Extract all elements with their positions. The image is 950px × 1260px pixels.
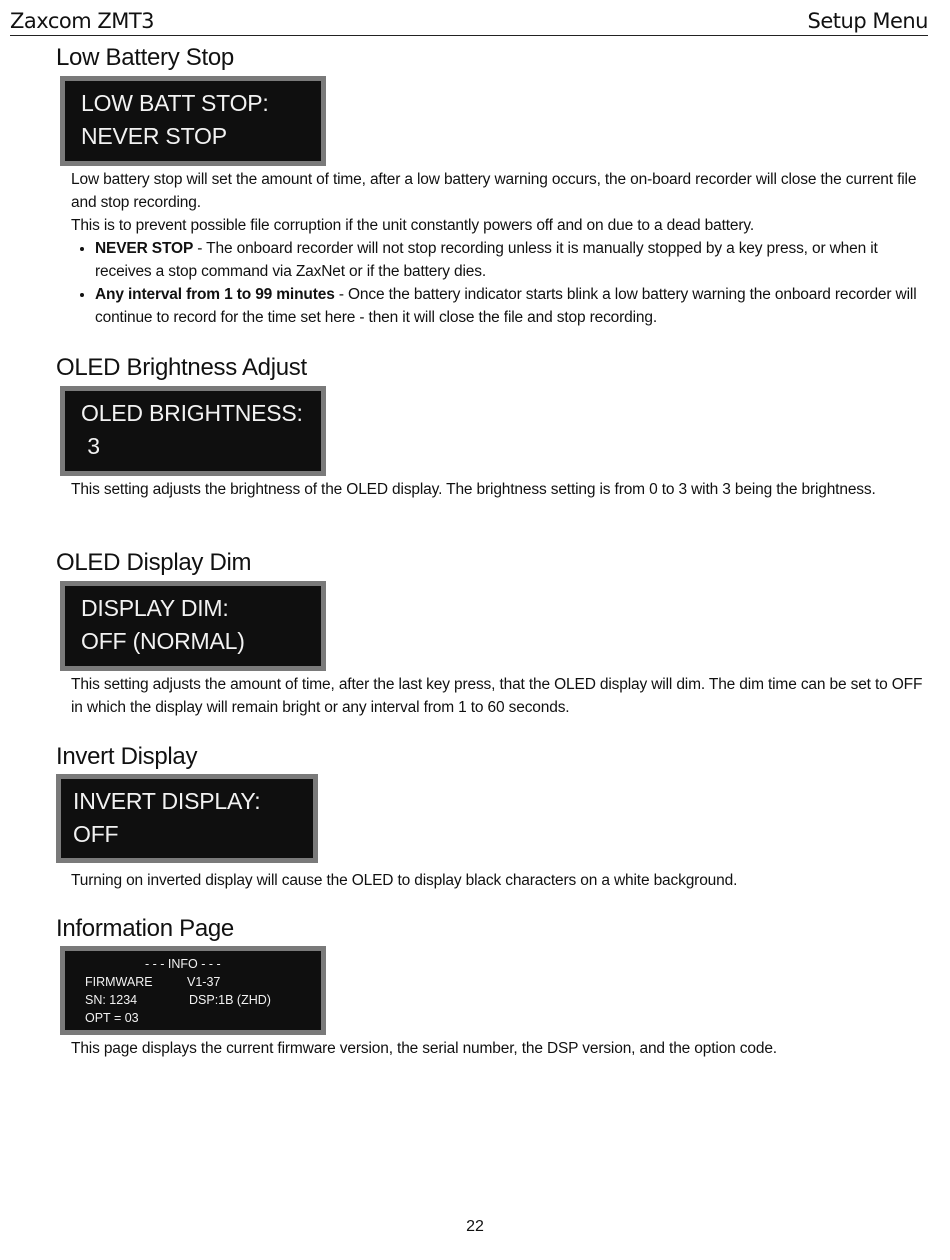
section-oled-brightness [56, 353, 936, 501]
page-header [10, 8, 928, 36]
bullet-text: - Once the battery indicator starts blink a low battery warning the onboard recorder will continue to record for the time set here - then it will close the file and stop recording. [95, 286, 917, 326]
paragraph: Turning on inverted display will cause the OLED to display black characters on a white background. [71, 872, 738, 889]
list-item [95, 237, 936, 283]
section-body [71, 168, 936, 329]
section-title: Invert Display [56, 743, 198, 770]
lcd-screen [60, 581, 326, 671]
lcd-firmware-label: FIRMWARE [85, 975, 153, 989]
lcd-serial-number: SN: 1234 [85, 993, 138, 1007]
section-title: Information Page [56, 915, 234, 942]
header-section-name: Setup Menu [807, 9, 928, 33]
section-title: Low Battery Stop [56, 44, 234, 71]
bullet-term: NEVER STOP [95, 240, 194, 257]
lcd-line: LOW BATT STOP: [81, 90, 269, 116]
paragraph: This page displays the current firmware version, the serial number, the DSP version, and the option code. [71, 1040, 777, 1057]
section-body [71, 1037, 936, 1060]
lcd-screen [56, 774, 318, 863]
header-product-name: Zaxcom ZMT3 [10, 9, 155, 33]
lcd-line: 3 [81, 433, 100, 459]
page-number: 22 [466, 1218, 484, 1235]
section-information-page [56, 914, 936, 1060]
lcd-line: NEVER STOP [81, 123, 227, 149]
bullet-term: Any interval from 1 to 99 minutes [95, 286, 335, 303]
section-title: OLED Brightness Adjust [56, 354, 307, 381]
lcd-line: OFF (NORMAL) [81, 628, 245, 654]
lcd-line: OLED BRIGHTNESS: [81, 400, 303, 426]
lcd-option-code: OPT = 03 [85, 1011, 139, 1025]
lcd-heading: - - - INFO - - - [145, 957, 221, 971]
bullet-text: - The onboard recorder will not stop recording unless it is manually stopped by a key press, or when it receives a stop command via ZaxNet or if the battery dies. [95, 240, 878, 280]
lcd-dsp-version: DSP:1B (ZHD) [189, 993, 271, 1007]
section-body [71, 673, 936, 719]
section-body [71, 478, 936, 501]
paragraph: This setting adjusts the amount of time, after the last key press, that the OLED display will dim. The dim time can be set to OFF in which the display will remain bright or any interval from 1 to 60 seconds. [71, 676, 923, 716]
list-item [95, 283, 936, 329]
lcd-screen [60, 76, 326, 166]
section-oled-display-dim [56, 548, 936, 719]
paragraph: This is to prevent possible file corruption if the unit constantly powers off and on due to a dead battery. [71, 217, 755, 234]
bullet-list [71, 237, 936, 329]
lcd-line: INVERT DISPLAY: [73, 788, 261, 814]
lcd-line: OFF [73, 821, 119, 847]
section-body [71, 869, 936, 892]
paragraph: This setting adjusts the brightness of the OLED display. The brightness setting is from 0 to 3 with 3 being the brightness. [71, 481, 876, 498]
lcd-firmware-value: V1-37 [187, 975, 221, 989]
section-title: OLED Display Dim [56, 549, 252, 576]
section-invert-display [56, 742, 936, 892]
paragraph: Low battery stop will set the amount of time, after a low battery warning occurs, the on-board recorder will close the current file and stop recording. [71, 171, 917, 211]
lcd-line: DISPLAY DIM: [81, 595, 229, 621]
lcd-screen [60, 946, 326, 1035]
section-low-battery-stop [56, 43, 936, 329]
lcd-screen [60, 386, 326, 476]
